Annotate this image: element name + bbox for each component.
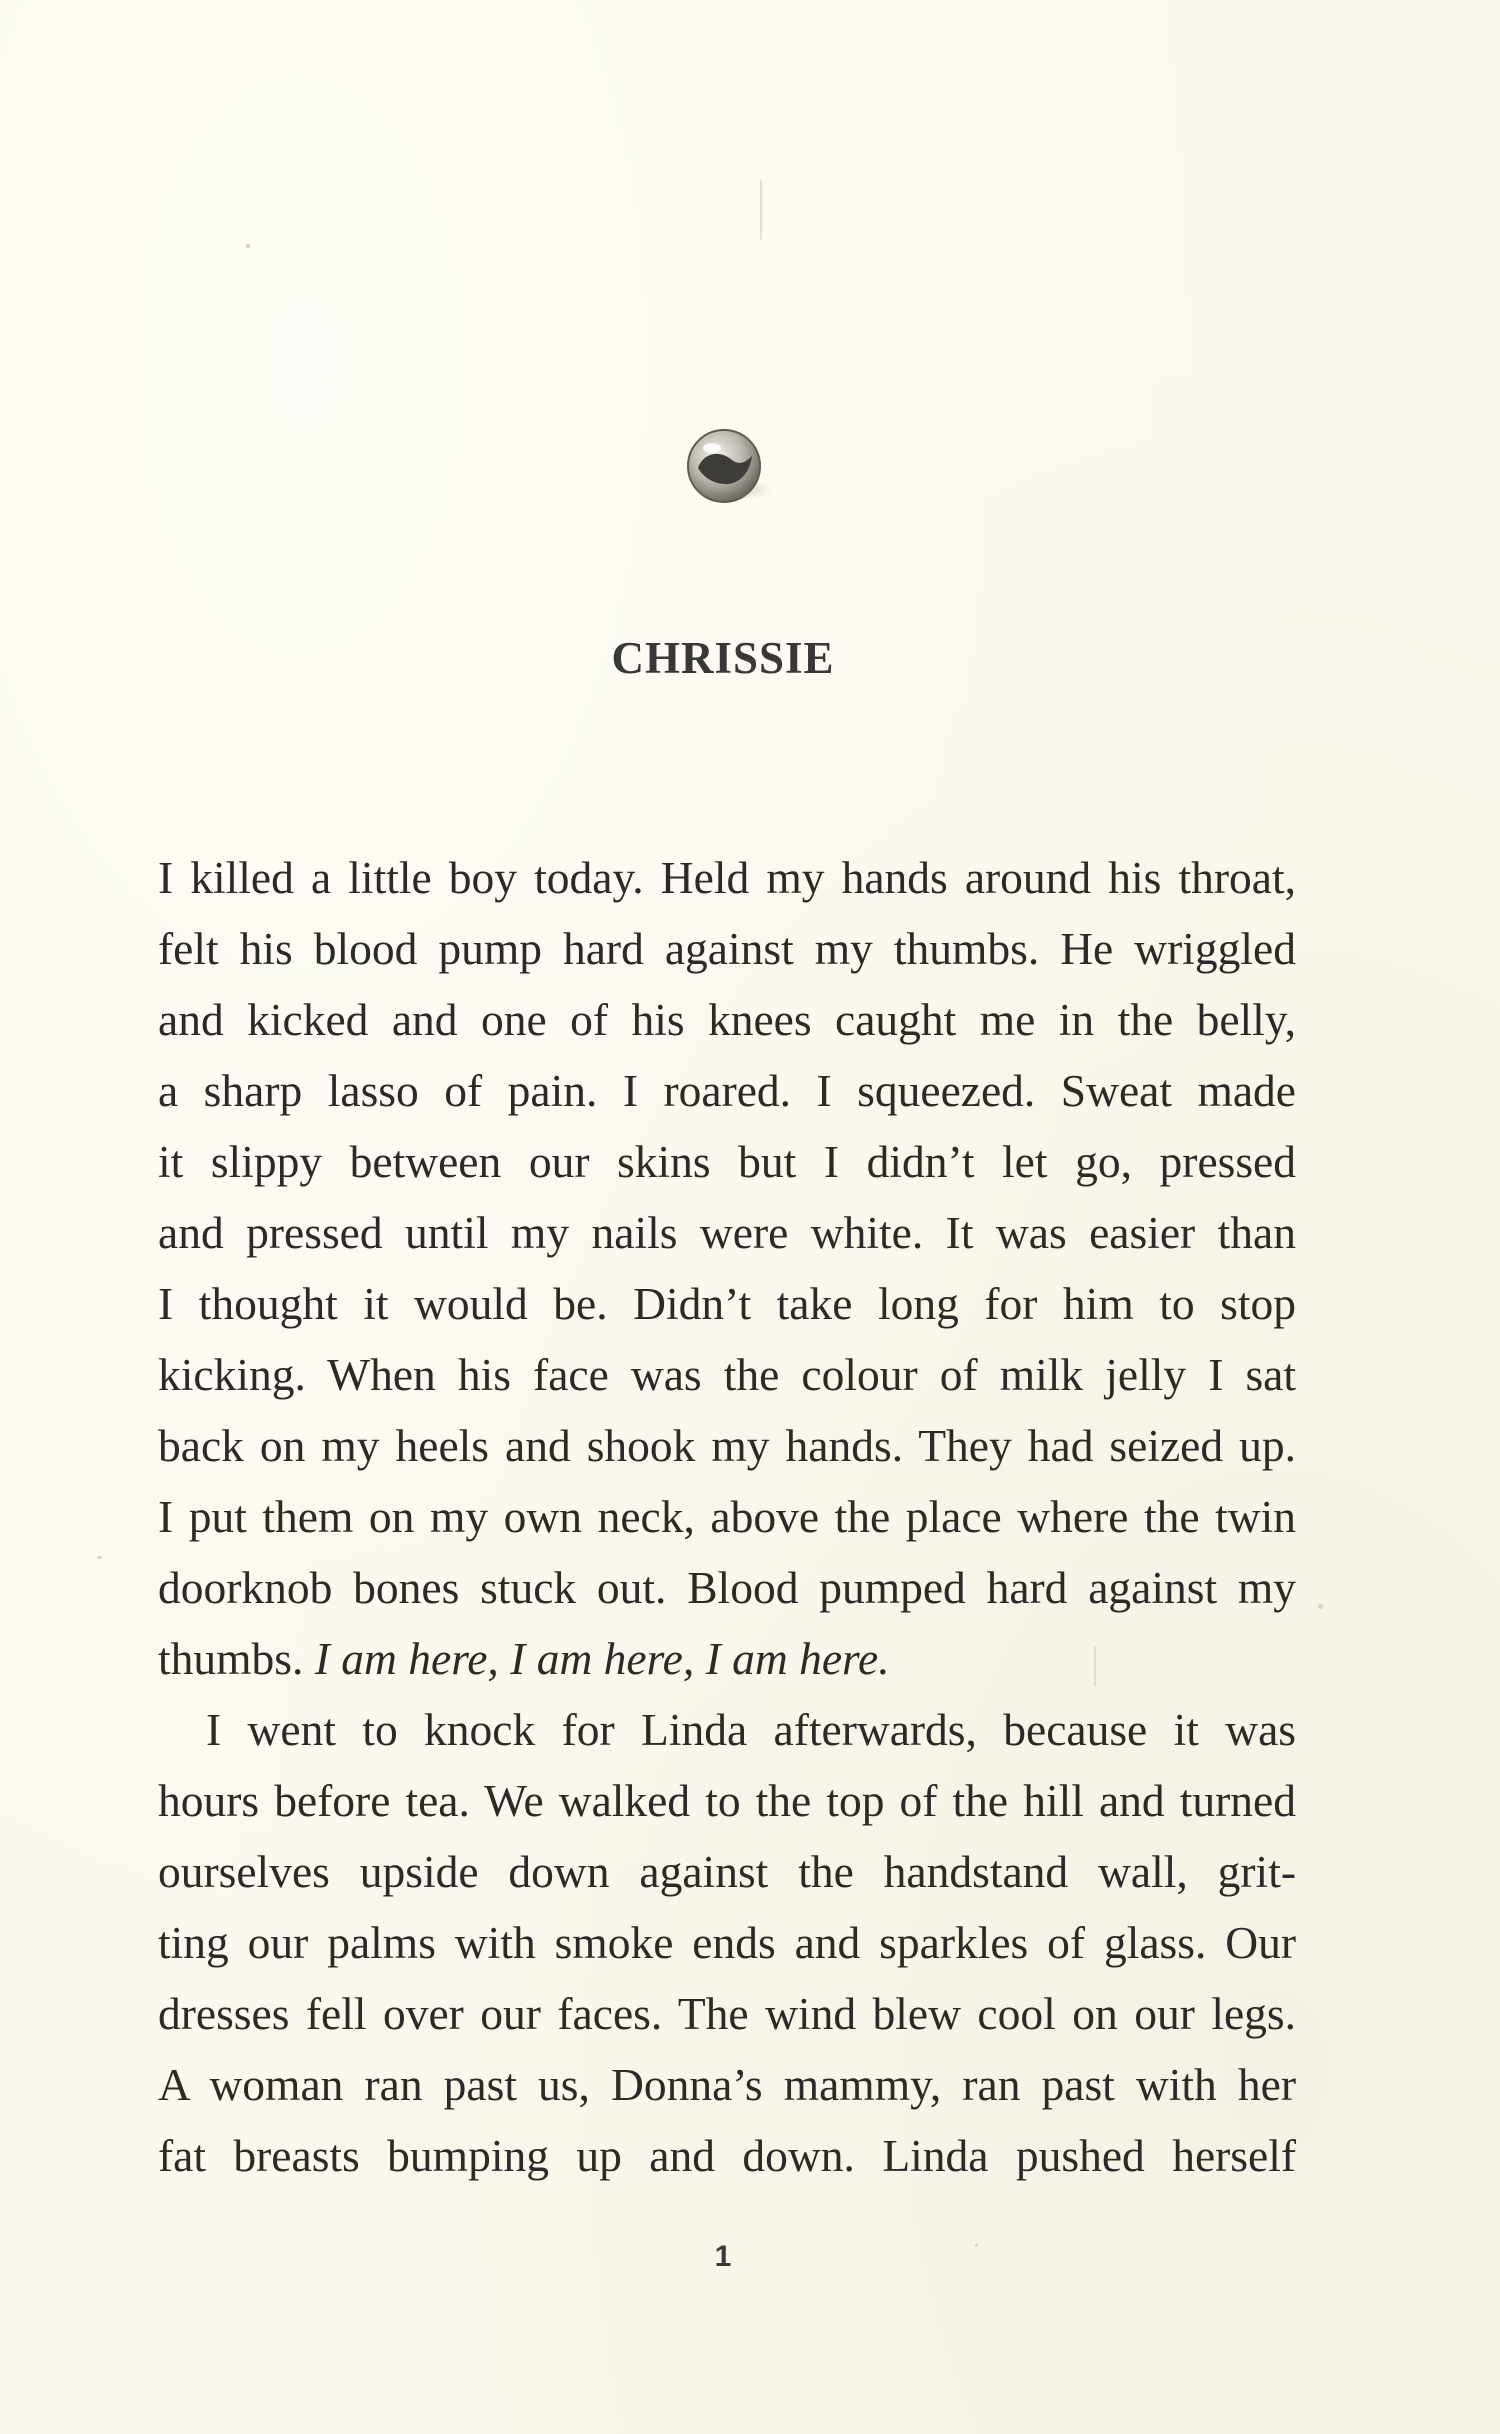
text-plain: thumbs.	[158, 1633, 315, 1684]
italic-text: I am here, I am here, I am here.	[314, 1633, 890, 1684]
text-line: a sharp lasso of pain. I roared. I squeezed. Sweat made	[158, 1065, 1296, 1116]
text-line: dresses fell over our faces. The wind blew cool on our legs.	[158, 1988, 1296, 2039]
text-line: kicking. When his face was the colour of milk jelly I sat	[158, 1349, 1296, 1400]
text-line: hours before tea. We walked to the top of the hill and turned	[158, 1775, 1296, 1826]
text-line: fat breasts bumping up and down. Linda pushed herself	[158, 2130, 1296, 2181]
text-line: A woman ran past us, Donna’s mammy, ran past with her	[158, 2059, 1296, 2110]
text-line: I put them on my own neck, above the place where the twin	[158, 1491, 1296, 1542]
text-line: doorknob bones stuck out. Blood pumped hard against my	[158, 1562, 1296, 1613]
paper-speck	[760, 180, 762, 240]
text-line: I thought it would be. Didn’t take long for him to stop	[158, 1278, 1296, 1329]
text-line: and pressed until my nails were white. It was easier than	[158, 1207, 1296, 1258]
text-line: ting our palms with smoke ends and sparkles of glass. Our	[158, 1917, 1296, 1968]
paper-speck	[246, 244, 250, 248]
text-line: ourselves upside down against the handstand wall, grit-	[158, 1846, 1296, 1897]
text-line: felt his blood pump hard against my thumbs. He wriggled	[158, 923, 1296, 974]
body-text	[158, 842, 1296, 2191]
text-line: I went to knock for Linda afterwards, because it was	[206, 1704, 1296, 1755]
text-line: back on my heels and shook my hands. They had seized up.	[158, 1420, 1296, 1471]
marble-icon	[680, 422, 776, 518]
text-line-last	[158, 1623, 1296, 1694]
paper-speck	[1318, 1604, 1323, 1609]
text-line: and kicked and one of his knees caught me in the belly,	[158, 994, 1296, 1045]
text-line: I killed a little boy today. Held my hands around his throat,	[158, 852, 1296, 903]
chapter-title: CHRISSIE	[611, 633, 835, 683]
text-line: it slippy between our skins but I didn’t let go, pressed	[158, 1136, 1296, 1187]
page-number: 1	[714, 2240, 732, 2273]
paper-speck	[97, 1556, 102, 1559]
